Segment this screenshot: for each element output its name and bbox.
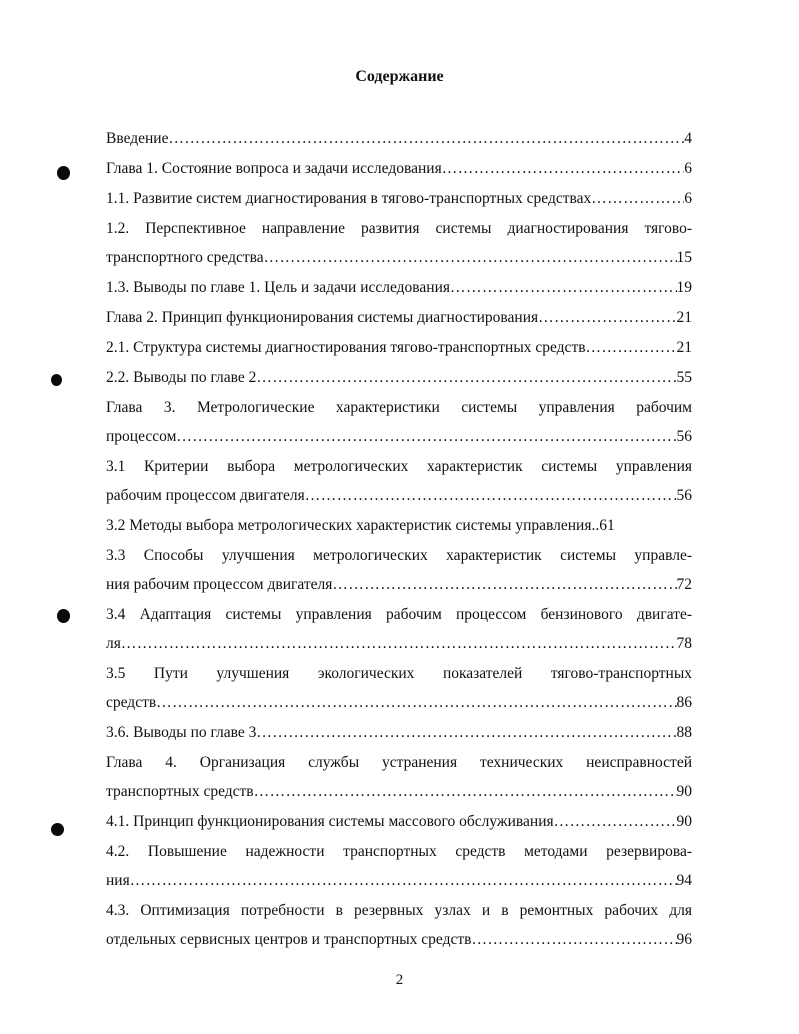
toc-entry-page: 4 [684, 130, 692, 147]
toc-leader [256, 366, 676, 390]
toc-entry-page: 56 [676, 428, 692, 445]
toc-entry-page: 6 [684, 190, 692, 207]
toc-entry-chapter-4[interactable] [106, 780, 692, 804]
toc-entry-page: 15 [676, 249, 692, 266]
toc-entry-page: 19 [676, 279, 692, 296]
toc-leader [554, 810, 677, 834]
toc-entry-text: 4.1. Принцип функционирования системы массового обслуживания [106, 813, 554, 830]
toc-entry-4-2[interactable] [106, 869, 692, 893]
toc-entry-text: транспортных средств [106, 783, 254, 800]
toc-leader [450, 276, 676, 300]
toc-entry-4-3-line1[interactable]: 4.3. Оптимизация потребности в резервных узлах и в ремонтных рабочих для [106, 902, 692, 919]
punch-hole-mark [57, 166, 70, 180]
toc-entry-text: Глава 2. Принцип функционирования системы диагностирования [106, 309, 539, 326]
toc-leader [176, 425, 676, 449]
toc-entry-1-3[interactable] [106, 276, 692, 300]
toc-entry-text: транспортного средства [106, 249, 264, 266]
toc-entry-2-1[interactable] [106, 336, 692, 360]
toc-entry-3-4-line1[interactable]: 3.4 Адаптация системы управления рабочим процессом бензинового двигате- [106, 606, 692, 623]
toc-leader [442, 157, 685, 181]
toc-entry-chapter-3[interactable] [106, 425, 692, 449]
toc-entry-text: 3.6. Выводы по главе 3 [106, 724, 257, 741]
toc-leader [156, 691, 676, 715]
toc-entry-3-3-line1[interactable]: 3.3 Способы улучшения метрологических характеристик системы управле- [106, 547, 692, 564]
toc-entry-text: рабочим процессом двигателя [106, 487, 305, 504]
toc-entry-3-3[interactable] [106, 573, 692, 597]
toc-entry-text: Глава 1. Состояние вопроса и задачи исследования [106, 160, 442, 177]
punch-hole-mark [51, 374, 62, 386]
toc-entry-3-2[interactable] [106, 514, 692, 538]
toc-entry-page: 94 [676, 872, 692, 889]
page-number: 2 [395, 972, 404, 988]
toc-entry-page: 78 [676, 635, 692, 652]
toc-entry-3-5[interactable] [106, 691, 692, 715]
toc-leader [591, 187, 684, 211]
toc-entry-1-1[interactable] [106, 187, 692, 211]
toc-entry-text: 1.3. Выводы по главе 1. Цель и задачи исследования [106, 279, 451, 296]
toc-entry-text: 2.1. Структура системы диагностирования тягово-транспортных средств [106, 339, 586, 356]
toc-leader [538, 306, 676, 330]
toc-leader [130, 869, 677, 893]
toc-entry-3-6[interactable] [106, 721, 692, 745]
toc-entry-chapter-1[interactable] [106, 157, 692, 181]
toc-entry-3-1[interactable] [106, 484, 692, 508]
toc-entry-page: 90 [676, 813, 692, 830]
toc-entry-page: 56 [676, 487, 692, 504]
toc-entry-3-1-line1[interactable]: 3.1 Критерии выбора метрологических характеристик системы управления [106, 458, 692, 475]
toc-leader [264, 246, 677, 270]
toc-entry-page: 72 [676, 576, 692, 593]
toc-entry-page: 61 [599, 517, 615, 534]
toc-entry-text: 3.2 Методы выбора метрологических характеристик системы управления.. [106, 517, 600, 534]
toc-entry-text: ля [106, 635, 121, 652]
toc-entry-intro[interactable] [106, 127, 692, 151]
toc-leader [586, 336, 677, 360]
toc-entry-4-1[interactable] [106, 810, 692, 834]
toc-entry-page: 88 [676, 724, 692, 741]
toc-entry-chapter-3-line1[interactable]: Глава 3. Метрологические характеристики системы управления рабочим [106, 399, 692, 416]
toc-entry-text: 2.2. Выводы по главе 2 [106, 369, 257, 386]
toc-entry-text: 1.1. Развитие систем диагностирования в тягово-транспортных средствах [106, 190, 592, 207]
toc-entry-page: 6 [684, 160, 692, 177]
toc-entry-1-2-line1[interactable]: 1.2. Перспективное направление развития системы диагностирования тягово- [106, 220, 692, 237]
toc-leader [332, 573, 676, 597]
toc-entry-1-2[interactable] [106, 246, 692, 270]
toc-leader [305, 484, 677, 508]
toc-entry-text: процессом [106, 428, 177, 445]
toc-entry-page: 96 [676, 931, 692, 948]
toc-entry-4-2-line1[interactable]: 4.2. Повышение надежности транспортных средств методами резервирова- [106, 843, 692, 860]
toc-entry-text: отдельных сервисных центров и транспортных средств [106, 931, 472, 948]
toc-entry-text: Введение [106, 130, 169, 147]
toc-entry-chapter-2[interactable] [106, 306, 692, 330]
toc-leader [256, 721, 676, 745]
toc-entry-text: средств [106, 694, 157, 711]
punch-hole-mark [57, 609, 70, 623]
toc-entry-2-2[interactable] [106, 366, 692, 390]
toc-leader [471, 928, 676, 952]
toc-entry-page: 21 [676, 339, 692, 356]
toc-entry-page: 86 [676, 694, 692, 711]
toc-entry-4-3[interactable] [106, 928, 692, 952]
toc-entry-3-4[interactable] [106, 632, 692, 656]
page-title: Содержание [355, 68, 444, 85]
toc-entry-chapter-4-line1[interactable]: Глава 4. Организация службы устранения технических неисправностей [106, 754, 692, 771]
toc-entry-3-5-line1[interactable]: 3.5 Пути улучшения экологических показателей тягово-транспортных [106, 665, 692, 682]
toc-entry-text: ния [106, 872, 130, 889]
toc-leader [121, 632, 677, 656]
toc-entry-page: 21 [676, 309, 692, 326]
toc-entry-page: 55 [676, 369, 692, 386]
toc-entry-page: 90 [676, 783, 692, 800]
toc-leader [254, 780, 677, 804]
punch-hole-mark [51, 823, 64, 836]
toc-entry-text: ния рабочим процессом двигателя [106, 576, 333, 593]
toc-leader [168, 127, 684, 151]
